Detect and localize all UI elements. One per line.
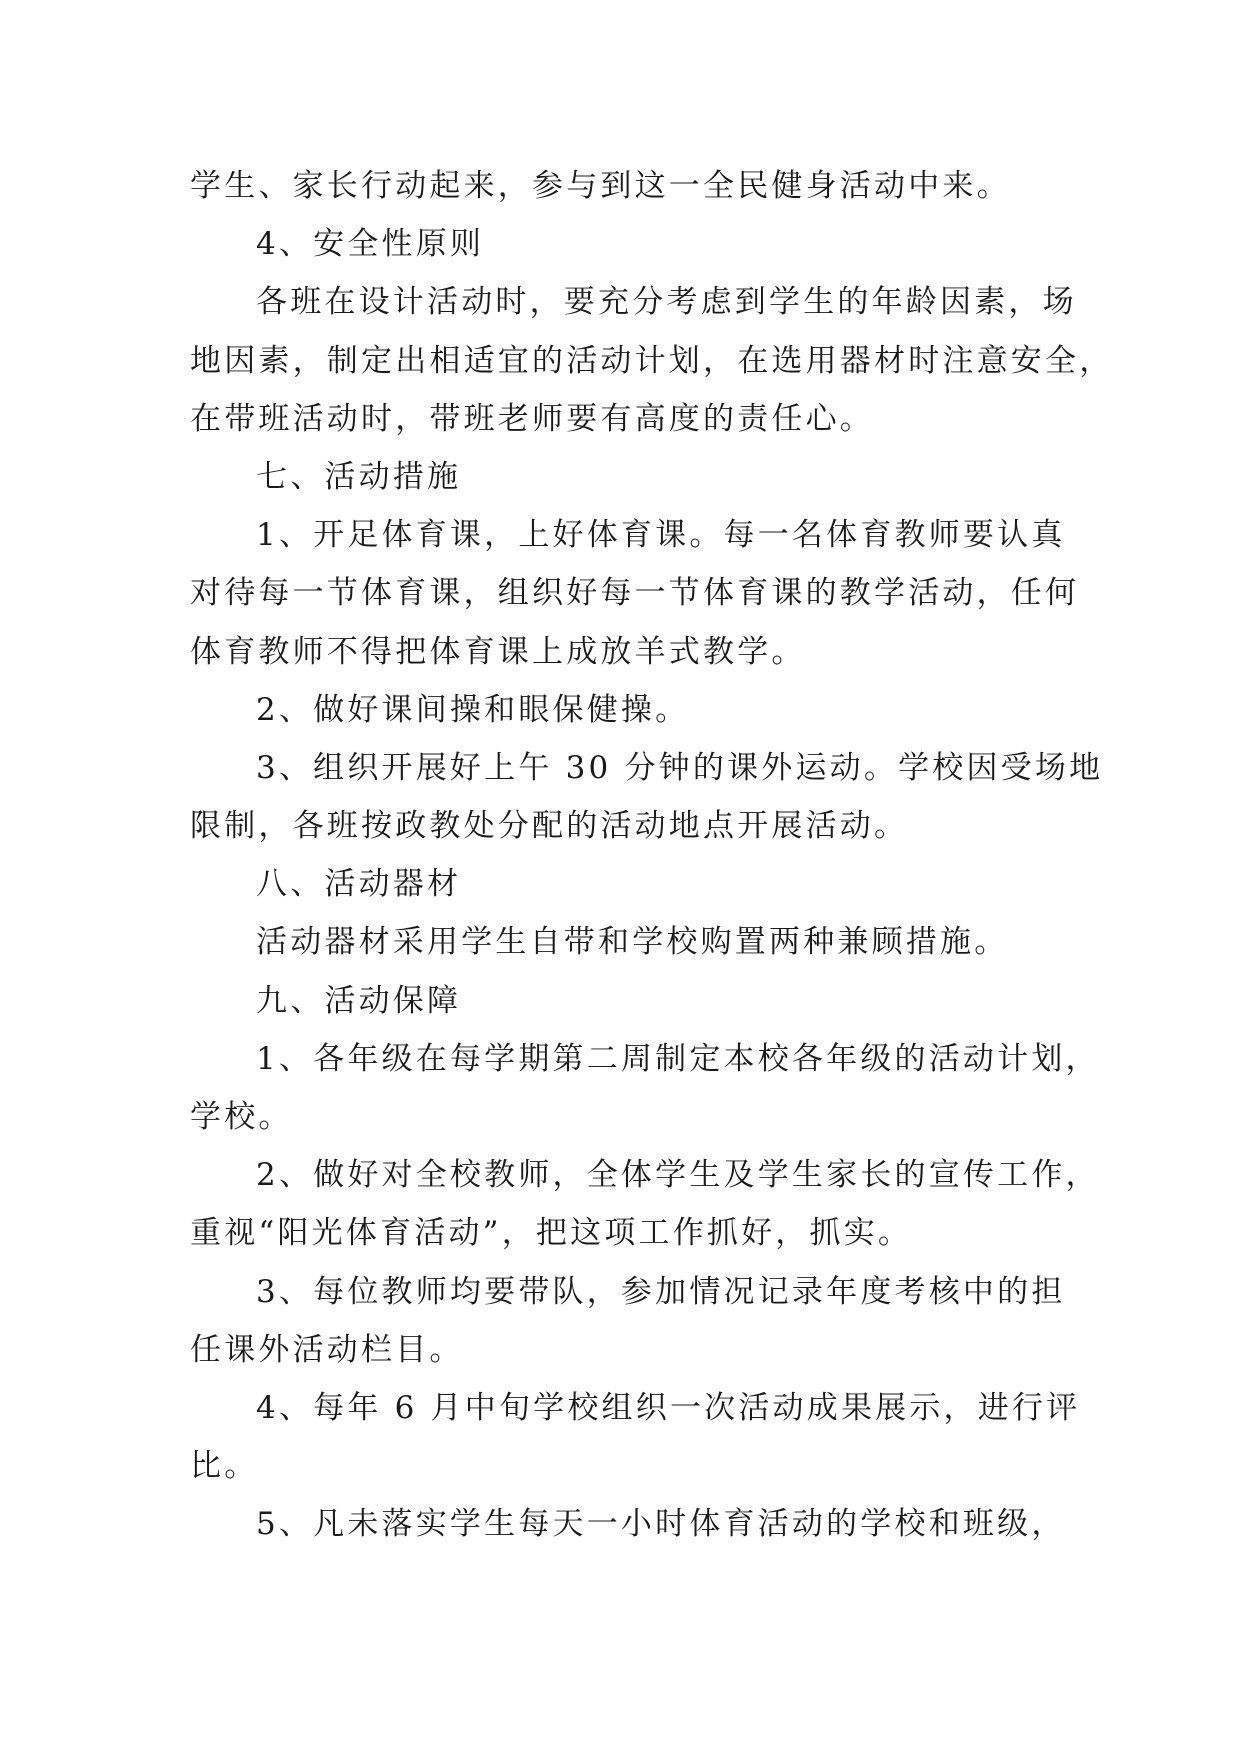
text-line: 体育教师不得把体育课上成放羊式教学。 — [190, 633, 806, 670]
text-line: 1、各年级在每学期第二周制定本校各年级的活动计划， — [256, 1040, 1100, 1077]
text-line: 4、每年 6 月中旬学校组织一次活动成果展示，进行评 — [256, 1389, 1081, 1426]
text-line: 5、凡未落实学生每天一小时体育活动的学校和班级， — [256, 1506, 1066, 1543]
text-line: 地因素，制定出相适宜的活动计划，在选用器材时注意安全， — [190, 342, 1114, 379]
text-line: 限制，各班按政教处分配的活动地点开展活动。 — [190, 808, 909, 845]
text-line: 2、做好课间操和眼保健操。 — [256, 691, 690, 728]
text-line: 学校。 — [190, 1099, 293, 1135]
text-line: 比。 — [190, 1448, 259, 1485]
text-line: 任课外活动栏目。 — [190, 1331, 464, 1368]
text-line: 2、做好对全校教师，全体学生及学生家长的宣传工作， — [256, 1157, 1100, 1194]
section-heading: 九、活动保障 — [256, 982, 462, 1019]
text-line: 对待每一节体育课，组织好每一节体育课的教学活动，任何 — [190, 575, 1080, 612]
text-line: 3、组织开展好上午 30 分钟的课外运动。学校因受场地 — [256, 749, 1104, 786]
text-line: 4、安全性原则 — [256, 226, 485, 263]
document-body — [190, 157, 1114, 1554]
section-heading: 八、活动器材 — [256, 866, 462, 903]
text-line: 各班在设计活动时，要充分考虑到学生的年龄因素，场 — [256, 284, 1077, 321]
text-line: 在带班活动时，带班老师要有高度的责任心。 — [190, 400, 874, 437]
text-line: 学生、家长行动起来，参与到这一全民健身活动中来。 — [190, 168, 1011, 204]
text-line: 3、每位教师均要带队，参加情况记录年度考核中的担 — [256, 1273, 1066, 1310]
text-line: 活动器材采用学生自带和学校购置两种兼顾措施。 — [256, 924, 1009, 961]
text-line: 1、开足体育课，上好体育课。每一名体育教师要认真 — [256, 517, 1066, 554]
section-heading: 七、活动措施 — [256, 458, 462, 495]
text-line: 重视“阳光体育活动”，把这项工作抓好，抓实。 — [190, 1215, 913, 1252]
